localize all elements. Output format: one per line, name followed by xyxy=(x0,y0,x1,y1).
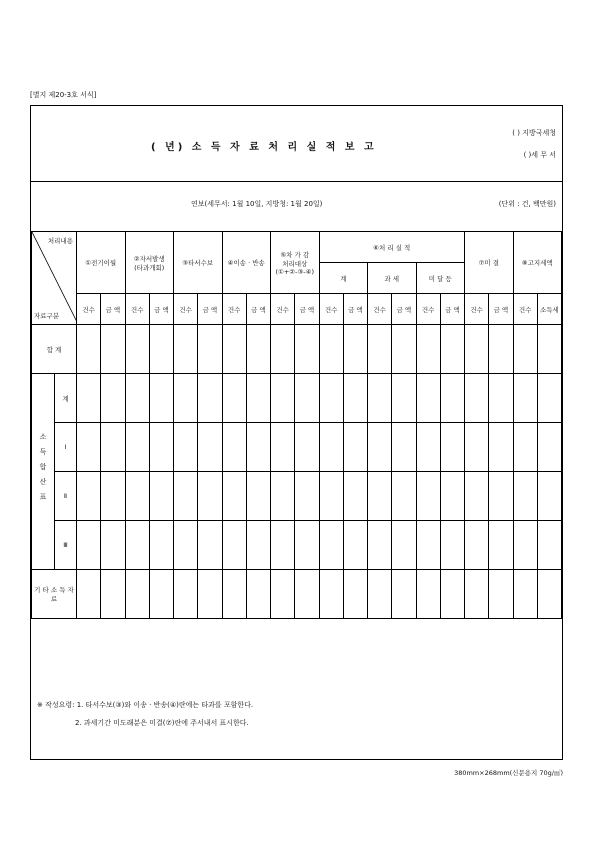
col-target xyxy=(271,232,320,294)
data-cell[interactable] xyxy=(101,521,125,570)
data-cell[interactable] xyxy=(440,374,464,423)
data-cell[interactable] xyxy=(392,423,416,472)
data-cell[interactable] xyxy=(222,423,246,472)
col-high-income: ⑧고지세액 xyxy=(513,232,562,294)
data-cell[interactable] xyxy=(198,423,222,472)
diag-top-label: 처리내용 xyxy=(47,237,73,245)
instructions xyxy=(37,696,253,732)
col-occur-line1: ②자서발생 xyxy=(133,254,165,263)
data-cell[interactable] xyxy=(392,472,416,521)
data-cell[interactable] xyxy=(246,521,270,570)
data-cell[interactable] xyxy=(465,521,489,570)
subheader-count: 건수 xyxy=(77,294,101,325)
subheader-amount: 금 액 xyxy=(246,294,270,325)
data-cell[interactable] xyxy=(246,325,270,374)
subheader-count: 건수 xyxy=(125,294,149,325)
row-label-2: Ⅱ xyxy=(55,472,77,521)
data-cell[interactable] xyxy=(513,325,537,374)
subheader-count: 건수 xyxy=(319,294,343,325)
data-cell[interactable] xyxy=(125,570,149,619)
data-cell[interactable] xyxy=(513,423,537,472)
title-section xyxy=(31,106,562,182)
data-cell[interactable] xyxy=(271,423,295,472)
data-cell[interactable] xyxy=(343,423,367,472)
data-cell[interactable] xyxy=(125,521,149,570)
row-label-1: Ⅰ xyxy=(55,423,77,472)
data-cell[interactable] xyxy=(271,374,295,423)
data-cell[interactable] xyxy=(101,325,125,374)
data-cell[interactable] xyxy=(416,325,440,374)
subheader-count: 건수 xyxy=(174,294,198,325)
data-cell[interactable] xyxy=(271,472,295,521)
data-cell[interactable] xyxy=(343,521,367,570)
data-cell[interactable] xyxy=(513,472,537,521)
subheader-amount: 금 액 xyxy=(440,294,464,325)
data-cell[interactable] xyxy=(343,570,367,619)
data-cell[interactable] xyxy=(537,374,561,423)
data-cell[interactable] xyxy=(343,472,367,521)
data-cell[interactable] xyxy=(295,374,319,423)
subheader-income-tax: 소득세 xyxy=(537,294,561,325)
regional-office-field: ( ) 지방국세청 xyxy=(512,129,556,137)
data-cell[interactable] xyxy=(101,472,125,521)
data-cell[interactable] xyxy=(125,374,149,423)
data-cell[interactable] xyxy=(319,472,343,521)
data-cell[interactable] xyxy=(319,374,343,423)
data-cell[interactable] xyxy=(125,472,149,521)
data-cell[interactable] xyxy=(416,521,440,570)
data-cell[interactable] xyxy=(222,325,246,374)
row-2 xyxy=(32,472,562,521)
data-cell[interactable] xyxy=(77,472,101,521)
data-cell[interactable] xyxy=(246,570,270,619)
data-cell[interactable] xyxy=(295,521,319,570)
row-group-label xyxy=(32,374,55,570)
data-cell[interactable] xyxy=(77,423,101,472)
subheader-count: 건수 xyxy=(368,294,392,325)
subheader-count: 건수 xyxy=(416,294,440,325)
data-cell[interactable] xyxy=(149,521,173,570)
data-cell[interactable] xyxy=(125,325,149,374)
data-cell[interactable] xyxy=(271,325,295,374)
report-title: ( 년) 소 득 자 료 처 리 실 적 보 고 xyxy=(151,142,377,153)
row-label-other: 기 타 소 득 자 료 xyxy=(32,570,77,619)
data-cell[interactable] xyxy=(77,325,101,374)
data-cell[interactable] xyxy=(246,423,270,472)
subheader-amount: 금 액 xyxy=(198,294,222,325)
data-cell[interactable] xyxy=(392,374,416,423)
data-cell[interactable] xyxy=(440,472,464,521)
data-cell[interactable] xyxy=(440,423,464,472)
data-cell[interactable] xyxy=(77,521,101,570)
col-carry: ①전기이월 xyxy=(77,232,126,294)
row-label-sum: 계 xyxy=(55,374,77,423)
data-cell[interactable] xyxy=(198,521,222,570)
data-cell[interactable] xyxy=(101,423,125,472)
col-result-none: 미 달 등 xyxy=(416,263,465,294)
data-cell[interactable] xyxy=(222,472,246,521)
data-cell[interactable] xyxy=(416,472,440,521)
data-cell[interactable] xyxy=(174,374,198,423)
data-cell[interactable] xyxy=(198,570,222,619)
data-cell[interactable] xyxy=(222,570,246,619)
data-cell[interactable] xyxy=(295,325,319,374)
data-cell[interactable] xyxy=(343,325,367,374)
data-cell[interactable] xyxy=(489,423,513,472)
subheader-count: 건수 xyxy=(271,294,295,325)
data-cell[interactable] xyxy=(246,374,270,423)
data-cell[interactable] xyxy=(489,325,513,374)
data-cell[interactable] xyxy=(174,472,198,521)
header-diagonal-cell xyxy=(32,232,77,325)
row-total xyxy=(32,325,562,374)
subheader-amount: 금 액 xyxy=(343,294,367,325)
data-cell[interactable] xyxy=(368,374,392,423)
data-cell[interactable] xyxy=(465,570,489,619)
data-cell[interactable] xyxy=(489,472,513,521)
data-cell[interactable] xyxy=(319,570,343,619)
data-cell[interactable] xyxy=(295,423,319,472)
data-cell[interactable] xyxy=(513,521,537,570)
data-cell[interactable] xyxy=(416,374,440,423)
data-cell[interactable] xyxy=(537,521,561,570)
data-cell[interactable] xyxy=(392,521,416,570)
row-label-3: Ⅲ xyxy=(55,521,77,570)
data-cell[interactable] xyxy=(537,423,561,472)
row-sum xyxy=(32,374,562,423)
subheader-count: 건수 xyxy=(465,294,489,325)
data-cell[interactable] xyxy=(440,325,464,374)
data-cell[interactable] xyxy=(246,472,270,521)
data-cell[interactable] xyxy=(149,570,173,619)
data-cell[interactable] xyxy=(513,374,537,423)
form-number-label: [별지 제20-3호 서식] xyxy=(30,91,97,99)
subheader-amount: 금 액 xyxy=(392,294,416,325)
data-cell[interactable] xyxy=(465,423,489,472)
subheader-row xyxy=(32,294,562,325)
col-unfinished: ⑦미 결 xyxy=(465,232,514,294)
data-cell[interactable] xyxy=(149,472,173,521)
diag-bottom-label: 자료구분 xyxy=(34,312,60,320)
data-cell[interactable] xyxy=(319,423,343,472)
data-cell[interactable] xyxy=(440,521,464,570)
data-cell[interactable] xyxy=(368,570,392,619)
row-other xyxy=(32,570,562,619)
subheader-count: 건수 xyxy=(222,294,246,325)
data-cell[interactable] xyxy=(489,521,513,570)
data-cell[interactable] xyxy=(465,374,489,423)
data-cell[interactable] xyxy=(101,570,125,619)
subheader-amount: 금 액 xyxy=(295,294,319,325)
data-cell[interactable] xyxy=(537,570,561,619)
data-cell[interactable] xyxy=(271,521,295,570)
data-cell[interactable] xyxy=(295,472,319,521)
col-transfer: ④이송 · 반송 xyxy=(222,232,271,294)
col-result-tax: 과 세 xyxy=(368,263,417,294)
report-form xyxy=(30,105,563,760)
data-cell[interactable] xyxy=(149,374,173,423)
data-cell[interactable] xyxy=(440,570,464,619)
subheader-amount: 금 액 xyxy=(489,294,513,325)
data-cell[interactable] xyxy=(465,472,489,521)
report-table xyxy=(31,231,562,619)
diagonal-line xyxy=(32,232,77,322)
col-result-total: 계 xyxy=(319,263,368,294)
data-cell[interactable] xyxy=(77,374,101,423)
data-cell[interactable] xyxy=(368,325,392,374)
paper-spec: 380mm×268mm(신문용지 70g/㎡) xyxy=(454,769,563,777)
data-cell[interactable] xyxy=(198,472,222,521)
data-cell[interactable] xyxy=(101,374,125,423)
data-cell[interactable] xyxy=(392,570,416,619)
data-cell[interactable] xyxy=(174,423,198,472)
data-cell[interactable] xyxy=(368,521,392,570)
data-cell[interactable] xyxy=(125,423,149,472)
data-cell[interactable] xyxy=(465,325,489,374)
row-label-total: 합 계 xyxy=(32,325,77,374)
data-cell[interactable] xyxy=(149,325,173,374)
data-cell[interactable] xyxy=(392,325,416,374)
data-cell[interactable] xyxy=(295,570,319,619)
col-target-line2: 처리대상 xyxy=(282,259,308,268)
data-cell[interactable] xyxy=(174,570,198,619)
col-occur-line2: (타과개회) xyxy=(134,263,165,272)
data-cell[interactable] xyxy=(77,570,101,619)
col-occur xyxy=(125,232,174,294)
data-cell[interactable] xyxy=(537,325,561,374)
data-cell[interactable] xyxy=(198,374,222,423)
data-cell[interactable] xyxy=(319,325,343,374)
data-cell[interactable] xyxy=(368,472,392,521)
tax-office-field: ( )세 무 서 xyxy=(523,151,556,159)
report-period: 연보(세무서: 1월 10일, 지방청: 1월 20일) xyxy=(191,200,323,208)
data-cell[interactable] xyxy=(222,374,246,423)
unit-label: (단위 : 건, 백만원) xyxy=(498,200,556,208)
note-2: 2. 과세기간 미도래분은 미결(⑦)란에 주서내서 표시한다. xyxy=(75,719,249,727)
subheader-count: 건수 xyxy=(513,294,537,325)
data-cell[interactable] xyxy=(489,374,513,423)
subheader-amount: 금 액 xyxy=(101,294,125,325)
note-1: ※ 작성요령: 1. 타서수보(③)와 이송 · 반송(④)란에는 타과를 포함한다. xyxy=(37,701,254,709)
data-cell[interactable] xyxy=(174,325,198,374)
data-cell[interactable] xyxy=(416,570,440,619)
col-target-line3: (①+②-③-④) xyxy=(275,267,315,276)
row-1 xyxy=(32,423,562,472)
data-cell[interactable] xyxy=(222,521,246,570)
data-cell[interactable] xyxy=(489,570,513,619)
data-cell[interactable] xyxy=(537,472,561,521)
data-cell[interactable] xyxy=(319,521,343,570)
data-cell[interactable] xyxy=(368,423,392,472)
data-cell[interactable] xyxy=(149,423,173,472)
data-cell[interactable] xyxy=(416,423,440,472)
row-3 xyxy=(32,521,562,570)
row-group-text: 소득합산표 xyxy=(39,433,47,508)
data-cell[interactable] xyxy=(174,521,198,570)
data-cell[interactable] xyxy=(198,325,222,374)
subheader-amount: 금 액 xyxy=(149,294,173,325)
col-result: ⑥처 리 실 적 xyxy=(319,232,465,263)
col-other-tax: ③타서수보 xyxy=(174,232,223,294)
data-cell[interactable] xyxy=(271,570,295,619)
col-target-line1: ⑤차 가 감 xyxy=(280,250,310,259)
data-cell[interactable] xyxy=(343,374,367,423)
data-cell[interactable] xyxy=(513,570,537,619)
